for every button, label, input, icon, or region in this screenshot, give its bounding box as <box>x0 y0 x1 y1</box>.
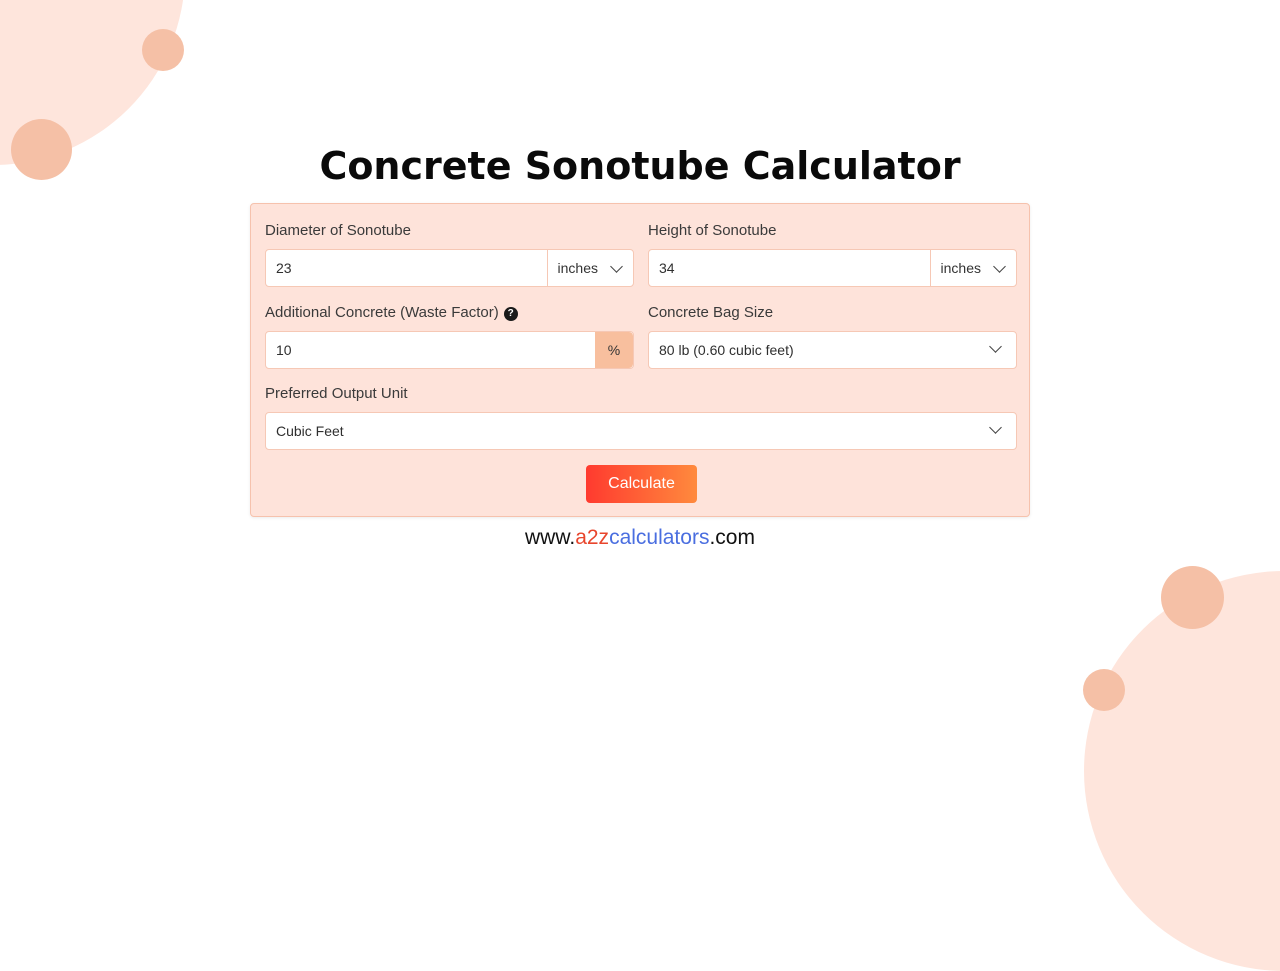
height-unit-value: inches <box>940 260 981 276</box>
decorative-dot <box>1083 669 1125 711</box>
height-input[interactable]: 34 <box>659 260 675 276</box>
question-circle-icon[interactable]: ? <box>504 307 518 321</box>
bag-size-select[interactable] <box>648 331 1017 369</box>
chevron-down-icon <box>993 260 1006 273</box>
bag-size-value: 80 lb (0.60 cubic feet) <box>659 342 794 358</box>
page-title: Concrete Sonotube Calculator <box>319 144 961 188</box>
calculator-card <box>250 203 1030 517</box>
output-unit-label: Preferred Output Unit <box>265 385 408 402</box>
diameter-unit-select[interactable] <box>547 250 633 286</box>
diameter-field <box>265 249 634 287</box>
brand-calculators: calculators <box>609 526 710 549</box>
chevron-down-icon <box>610 260 623 273</box>
height-unit-select[interactable] <box>930 250 1016 286</box>
url-prefix: www. <box>525 526 576 549</box>
diameter-input[interactable]: 23 <box>276 260 292 276</box>
waste-field <box>265 331 634 369</box>
waste-label-text: Additional Concrete (Waste Factor) <box>265 304 499 321</box>
decorative-dot <box>142 29 184 71</box>
diameter-label: Diameter of Sonotube <box>265 222 411 239</box>
decorative-blob <box>1084 571 1280 971</box>
calculate-button[interactable]: Calculate <box>586 465 697 503</box>
decorative-dot <box>1161 566 1224 629</box>
bag-size-label: Concrete Bag Size <box>648 304 774 321</box>
height-field <box>648 249 1017 287</box>
height-label: Height of Sonotube <box>648 222 777 239</box>
percent-addon: % <box>595 332 633 368</box>
diameter-unit-value: inches <box>557 260 598 276</box>
url-suffix: .com <box>709 526 755 549</box>
waste-input[interactable]: 10 <box>276 342 292 358</box>
site-url <box>0 526 1280 550</box>
waste-label <box>265 304 518 321</box>
brand-a2z: a2z <box>575 526 610 549</box>
output-unit-select[interactable] <box>265 412 1017 450</box>
output-unit-value: Cubic Feet <box>276 423 344 439</box>
